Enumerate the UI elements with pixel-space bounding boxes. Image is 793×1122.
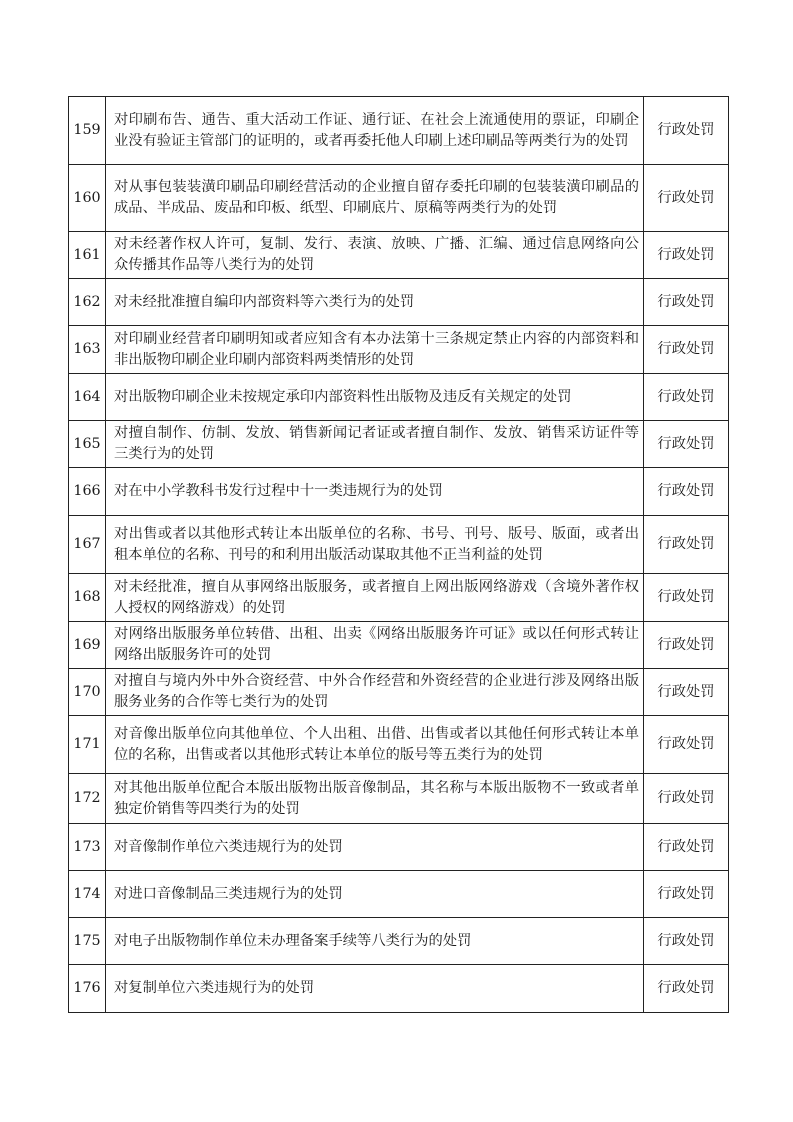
- table-row: [69, 374, 729, 421]
- item-name: 对复制单位六类违规行为的处罚: [106, 965, 644, 1013]
- table-row: [69, 421, 729, 468]
- item-type: 行政处罚: [644, 918, 729, 965]
- item-name: 对未经著作权人许可，复制、发行、表演、放映、广播、汇编、通过信息网络向公众传播其作品等八类行为的处罚: [106, 232, 644, 279]
- item-type: 行政处罚: [644, 97, 729, 165]
- row-number: 175: [69, 918, 106, 965]
- item-type: 行政处罚: [644, 516, 729, 574]
- row-number: 161: [69, 232, 106, 279]
- table-row: [69, 871, 729, 918]
- item-name: 对网络出版服务单位转借、出租、出卖《网络出版服务许可证》或以任何形式转让网络出版服务许可的处罚: [106, 622, 644, 669]
- item-type: 行政处罚: [644, 622, 729, 669]
- row-number: 167: [69, 516, 106, 574]
- item-type: 行政处罚: [644, 965, 729, 1013]
- row-number: 163: [69, 326, 106, 374]
- table-row: [69, 516, 729, 574]
- item-type: 行政处罚: [644, 374, 729, 421]
- item-type: 行政处罚: [644, 574, 729, 622]
- item-type: 行政处罚: [644, 716, 729, 774]
- item-name: 对未经批准，擅自从事网络出版服务，或者擅自上网出版网络游戏（含境外著作权人授权的网络游戏）的处罚: [106, 574, 644, 622]
- item-name: 对擅自与境内外中外合资经营、中外合作经营和外资经营的企业进行涉及网络出版服务业务的合作等七类行为的处罚: [106, 669, 644, 716]
- row-number: 164: [69, 374, 106, 421]
- row-number: 170: [69, 669, 106, 716]
- item-name: 对进口音像制品三类违规行为的处罚: [106, 871, 644, 918]
- table-row: [69, 468, 729, 516]
- table-row: [69, 574, 729, 622]
- row-number: 172: [69, 774, 106, 824]
- item-type: 行政处罚: [644, 165, 729, 232]
- item-name: 对电子出版物制作单位未办理备案手续等八类行为的处罚: [106, 918, 644, 965]
- row-number: 165: [69, 421, 106, 468]
- item-name: 对其他出版单位配合本版出版物出版音像制品，其名称与本版出版物不一致或者单独定价销售等四类行为的处罚: [106, 774, 644, 824]
- row-number: 176: [69, 965, 106, 1013]
- table-row: [69, 824, 729, 871]
- item-type: 行政处罚: [644, 824, 729, 871]
- item-name: 对印刷布告、通告、重大活动工作证、通行证、在社会上流通使用的票证，印刷企业没有验证主管部门的证明的，或者再委托他人印刷上述印刷品等两类行为的处罚: [106, 97, 644, 165]
- item-name: 对从事包装装潢印刷品印刷经营活动的企业擅自留存委托印刷的包装装潢印刷品的成品、半成品、废品和印板、纸型、印刷底片、原稿等两类行为的处罚: [106, 165, 644, 232]
- item-type: 行政处罚: [644, 669, 729, 716]
- item-type: 行政处罚: [644, 279, 729, 326]
- table-row: [69, 165, 729, 232]
- item-type: 行政处罚: [644, 774, 729, 824]
- table-body: [69, 97, 729, 1013]
- item-name: 对印刷业经营者印刷明知或者应知含有本办法第十三条规定禁止内容的内部资料和非出版物印刷企业印刷内部资料两类情形的处罚: [106, 326, 644, 374]
- penalty-items-table: [68, 96, 729, 1013]
- table-row: [69, 774, 729, 824]
- item-name: 对音像出版单位向其他单位、个人出租、出借、出售或者以其他任何形式转让本单位的名称，出售或者以其他形式转让本单位的版号等五类行为的处罚: [106, 716, 644, 774]
- row-number: 171: [69, 716, 106, 774]
- table-row: [69, 669, 729, 716]
- table-row: [69, 965, 729, 1013]
- item-type: 行政处罚: [644, 232, 729, 279]
- table-row: [69, 326, 729, 374]
- item-name: 对出版物印刷企业未按规定承印内部资料性出版物及违反有关规定的处罚: [106, 374, 644, 421]
- row-number: 173: [69, 824, 106, 871]
- table-row: [69, 279, 729, 326]
- row-number: 162: [69, 279, 106, 326]
- item-type: 行政处罚: [644, 871, 729, 918]
- item-name: 对擅自制作、仿制、发放、销售新闻记者证或者擅自制作、发放、销售采访证件等三类行为的处罚: [106, 421, 644, 468]
- table-row: [69, 918, 729, 965]
- row-number: 169: [69, 622, 106, 669]
- item-type: 行政处罚: [644, 468, 729, 516]
- row-number: 160: [69, 165, 106, 232]
- table-row: [69, 622, 729, 669]
- item-name: 对音像制作单位六类违规行为的处罚: [106, 824, 644, 871]
- table-row: [69, 716, 729, 774]
- item-name: 对出售或者以其他形式转让本出版单位的名称、书号、刊号、版号、版面，或者出租本单位的名称、刊号的和利用出版活动谋取其他不正当利益的处罚: [106, 516, 644, 574]
- table-row: [69, 232, 729, 279]
- row-number: 174: [69, 871, 106, 918]
- item-type: 行政处罚: [644, 326, 729, 374]
- row-number: 159: [69, 97, 106, 165]
- item-name: 对在中小学教科书发行过程中十一类违规行为的处罚: [106, 468, 644, 516]
- item-type: 行政处罚: [644, 421, 729, 468]
- row-number: 168: [69, 574, 106, 622]
- table-row: [69, 97, 729, 165]
- row-number: 166: [69, 468, 106, 516]
- item-name: 对未经批准擅自编印内部资料等六类行为的处罚: [106, 279, 644, 326]
